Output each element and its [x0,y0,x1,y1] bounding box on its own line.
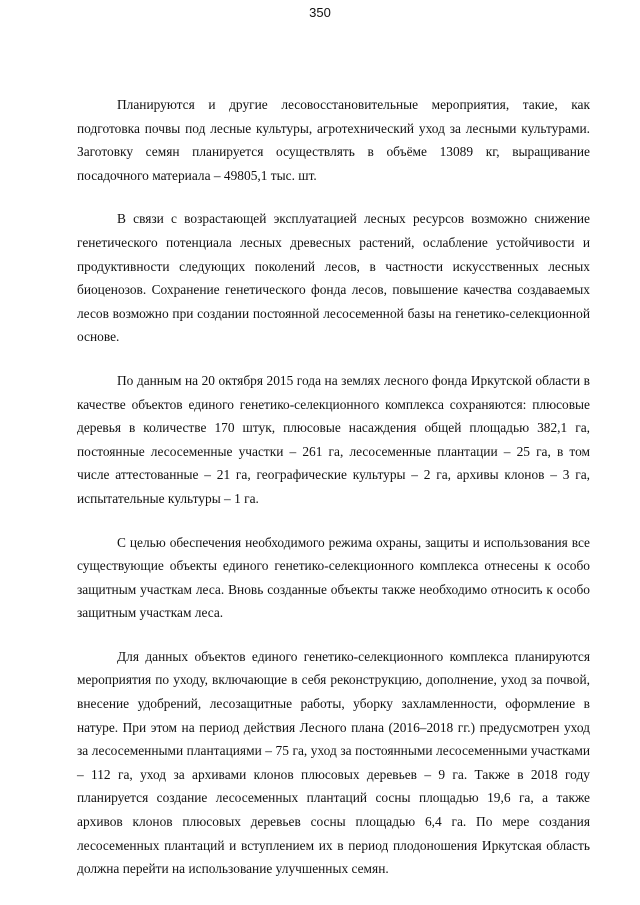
paragraph-reforestation-measures: Планируются и другие лесовосстановительные мероприятия, такие, как подготовка почвы под лесные культуры, агротехнический уход за лесными культурами. Заготовку семян планируется осуществлять в объёме 13089 кг, выращивание посадочного материала – 49805,1 тыс. шт. [77,97,590,183]
paragraph-genetic-selection-objects: По данным на 20 октября 2015 года на землях лесного фонда Иркутской области в качестве объектов единого генетико-селекционного комплекса сохраняются: плюсовые деревья в количестве 170 штук, плюсовые насаждения общей площадью 382,1 га, постоянные лесосеменные участки – 261 га, лесосеменные плантации – 25 га, в том числе аттестованные – 21 га, географические культуры – 2 га, архивы клонов – 3 га, испытательные культуры – 1 га. [77,372,590,506]
paragraph-protection-regime: С целью обеспечения необходимого режима охраны, защиты и использования все существующие объекты единого генетико-селекционного комплекса отнесены к особо защитным участкам леса. Вновь созданные объекты также необходимо относить к особо защитным участкам леса. [77,534,590,621]
page-number: 350 [309,5,331,20]
paragraph-care-measures: Для данных объектов единого генетико-селекционного комплекса планируются мероприятия по уходу, включающие в себя реконструкцию, дополнение, уход за почвой, внесение удобрений, лесозащитные работы, уборку захламленности, оформление в натуре. При этом на период действия Лесного плана (2016–2018 гг.) предусмотрен уход за лесосеменными плантациями – 75 га, уход за постоянными лесосеменными участками – 112 га, уход за архивами клонов плюсовых деревьев – 9 га. Также в 2018 году планируется создание лесосеменных плантаций сосны площадью 19,6 га, а также архивов клонов плюсовых деревьев сосны площадью 6,4 га. По мере создания лесосеменных плантаций и вступлением их в период плодоношения Иркутская область должна перейти на использование улучшенных семян. [77,648,590,877]
paragraph-genetic-potential: В связи с возрастающей эксплуатацией лесных ресурсов возможно снижение генетического потенциала лесных древесных растений, ослабление устойчивости и продуктивности следующих поколений лесов, в частности искусственных лесных биоценозов. Сохранение генетического фонда лесов, повышение качества создаваемых лесов возможно при создании постоянной лесосеменной базы на генетико-селекционной основе. [77,211,590,345]
document-body [77,93,590,901]
